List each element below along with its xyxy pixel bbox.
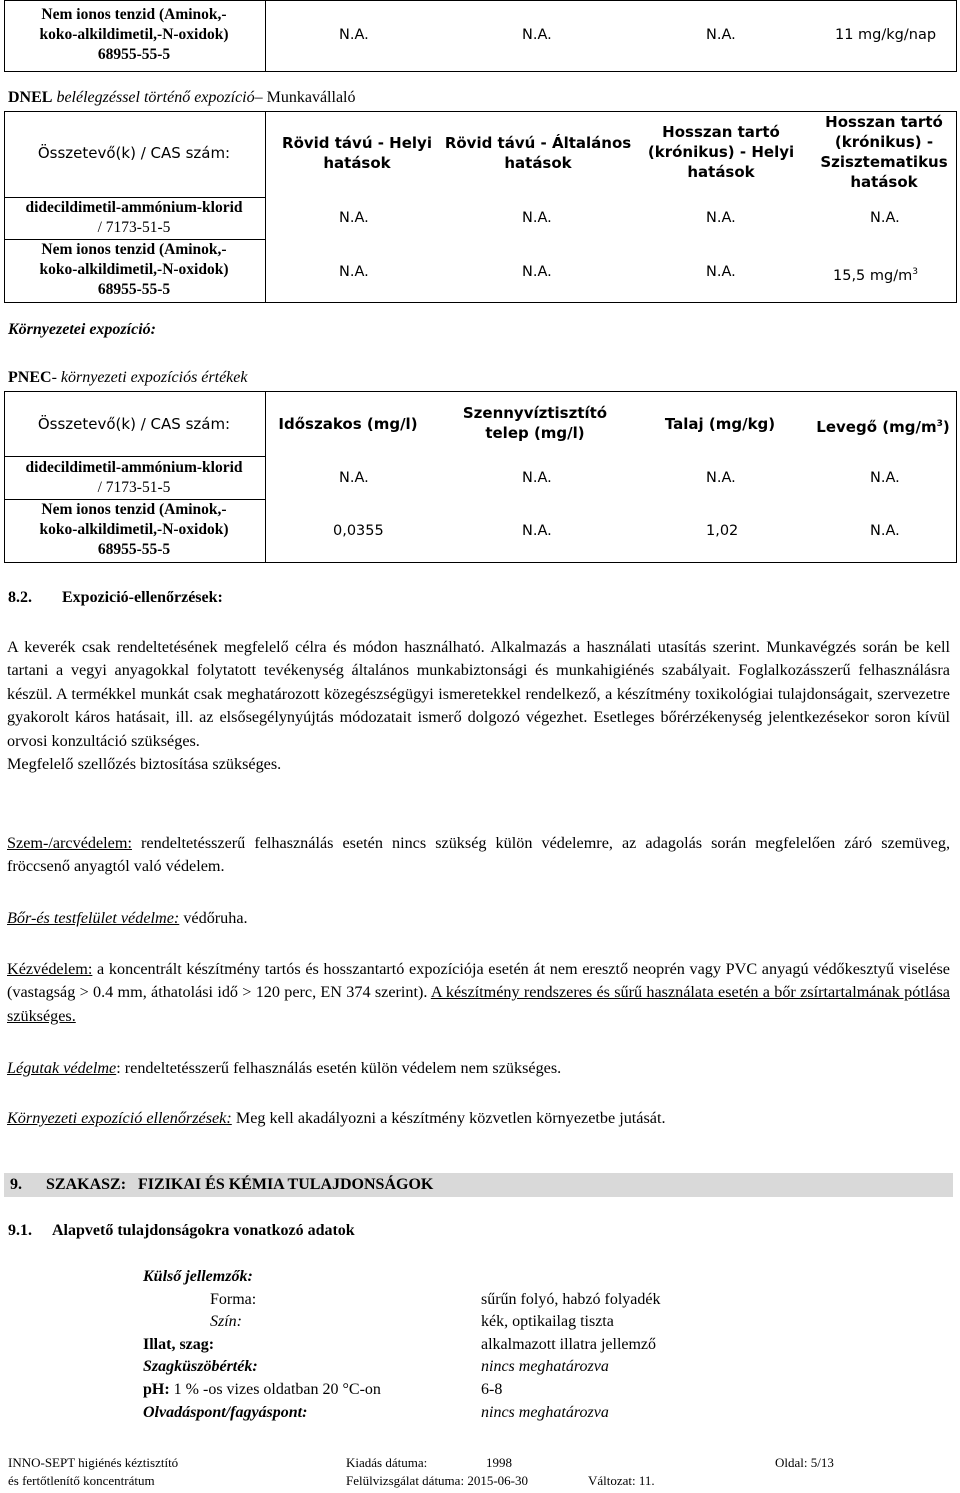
pnec-table-divider bbox=[265, 391, 266, 563]
dnel-title: DNEL belélegzéssel történő expozíció– Munkavállaló bbox=[8, 89, 356, 106]
dnel-header-col4: Hosszan tartó (krónikus) - Szisztematikus hatások bbox=[820, 113, 948, 191]
env-exposure-label: Környezetei expozíció: bbox=[8, 321, 156, 338]
footer-issue-label: Kiadás dátuma: bbox=[346, 1455, 428, 1470]
olv-label: Olvadáspont/fagyáspont: bbox=[143, 1404, 308, 1421]
pnec-header-col1: Időszakos (mg/l) bbox=[278, 415, 418, 433]
szag-label: Szagküszöbérték: bbox=[143, 1358, 258, 1375]
dnel-row1-v1: N.A. bbox=[339, 210, 369, 226]
pnec-row1-v1: N.A. bbox=[339, 470, 369, 486]
top-value-1: N.A. bbox=[339, 27, 369, 43]
pnec-header-col2: Szennyvíztisztító telep (mg/l) bbox=[462, 404, 608, 442]
footer-review: Felülvizsgálat dátuma: 2015-06-30 bbox=[346, 1473, 528, 1488]
pnec-row1-v3: N.A. bbox=[706, 470, 736, 486]
section-9-heading: 9. SZAKASZ: FIZIKAI ÉS KÉMIA TULAJDONSÁGOK bbox=[4, 1173, 953, 1197]
eye-protection: Szem-/arcvédelem: rendeltetésszerű felhasználás esetén nincs szükség külön védelemre, az adagolás során megfelelően záró szemüveg, fröccsenő anyagtól való védelem. bbox=[7, 834, 950, 876]
hand-protection: Kézvédelem: a koncentrált készítmény tartós és hosszantartó expozíciója esetén át nem eresztő neoprén vagy PVC anyagú védőkesztyű viselése (vastagság > 0.4 mm, áthatolási idő > 120 perc, EN 374 szerint). A készítmény rendszeres és sűrű használata esetén a bőr zsírtartalmának pótlása szükséges. bbox=[7, 960, 950, 1025]
pnec-header-substance: Összetevő(k) / CAS szám: bbox=[37, 415, 231, 433]
dnel-header-col3: Hosszan tartó (krónikus) - Helyi hatások bbox=[647, 123, 795, 181]
section-8-2-heading: 8.2. Expozició-ellenőrzések: bbox=[8, 589, 223, 606]
forma-value: sűrűn folyó, habzó folyadék bbox=[481, 1291, 661, 1308]
top-value-4: 11 mg/kg/nap bbox=[835, 27, 937, 43]
dnel-row2-v3: N.A. bbox=[706, 264, 736, 280]
pnec-header-col3: Talaj (mg/kg) bbox=[664, 415, 776, 433]
respiratory-protection: Légutak védelme: rendeltetésszerű felhasználás esetén külön védelem nem szükséges. bbox=[7, 1059, 562, 1077]
footer-issue-value: 1998 bbox=[486, 1455, 512, 1470]
dnel-row1-v4: N.A. bbox=[870, 210, 900, 226]
forma-label: Forma: bbox=[210, 1291, 257, 1308]
dnel-table-divider bbox=[265, 111, 266, 303]
footer-product: INNO-SEPT higiénés kéztisztító és fertőtlenítő koncentrátum bbox=[8, 1455, 179, 1488]
dnel-header-col1: Rövid távú - Helyi hatások bbox=[282, 134, 432, 172]
pnec-row1-substance: didecildimetil-ammónium-klorid / 7173-51-5 bbox=[25, 459, 243, 496]
pnec-header-col4: Levegő $(mg/m^3)$ bbox=[816, 418, 950, 436]
pnec-row2-substance: Nem ionos tenzid (Aminok,- koko-alkildimetil,-N-oxidok) 68955-55-5 bbox=[39, 501, 229, 558]
dnel-row1-v3: N.A. bbox=[706, 210, 736, 226]
pnec-title: PNEC- környezeti expozíciós értékek bbox=[8, 369, 248, 386]
szin-label: Szín: bbox=[210, 1313, 242, 1330]
top-value-3: N.A. bbox=[706, 27, 736, 43]
illat-value: alkalmazott illatra jellemző bbox=[481, 1336, 657, 1353]
skin-protection: Bőr-és testfelület védelme: védőruha. bbox=[7, 909, 248, 927]
pnec-row1-v4: N.A. bbox=[870, 470, 900, 486]
olv-value: nincs meghatározva bbox=[481, 1404, 609, 1421]
dnel-header-substance: Összetevő(k) / CAS szám: bbox=[37, 144, 231, 162]
footer-version: Változat: 11. bbox=[588, 1473, 655, 1488]
dnel-row1-v2: N.A. bbox=[522, 210, 552, 226]
top-table-divider bbox=[265, 0, 266, 72]
top-value-2: N.A. bbox=[522, 27, 552, 43]
illat-label: Illat, szag: bbox=[143, 1336, 215, 1353]
pnec-row2-v4: N.A. bbox=[870, 523, 900, 539]
dnel-header-col2: Rövid távú - Általános hatások bbox=[444, 134, 632, 172]
pnec-row2-v1: 0,0355 bbox=[333, 523, 384, 539]
section-8-2-paragraph: A keverék csak rendeltetésének megfelelő célra és módon használható. Alkalmazás a használati utasítás szerint. Munkavégzés során be kell tartani a vegyi anyagokkal folytatott tevékenység általános munkabiztonsági és munkahigiénés szabályait. Foglalkozásszerű felhasználásra készül. A termékkel munkát csak meghatározott közegészségügyi ismeretekkel rendelkező, a készítmény toxikológiai tulajdonságait, szervezetre gyakorolt káros hatásait, ill. az elsősegélynyújtás módozatait ismerő dolgozó végezhet. Esetleges bőrérzékenység jelentkezésekor soron kívül orvosi konzultáció szükséges. Megfelelő szellőzés biztosítása szükséges. bbox=[7, 638, 950, 774]
footer-page: Oldal: 5/13 bbox=[775, 1455, 834, 1470]
ph-label: pH: 1 % -os vizes oldatban 20 °C-on bbox=[143, 1381, 381, 1398]
props-heading: Külső jellemzők: bbox=[143, 1268, 253, 1285]
pnec-header-rule bbox=[4, 456, 265, 457]
dnel-row2-v4: 15,5 $mg/m^3$ bbox=[833, 267, 918, 284]
dnel-row1-substance: didecildimetil-ammónium-klorid / 7173-51-5 bbox=[25, 199, 243, 236]
szin-value: kék, optikailag tiszta bbox=[481, 1313, 614, 1330]
dnel-row2-v1: N.A. bbox=[339, 264, 369, 280]
section-9-1-heading: 9.1. Alapvető tulajdonságokra vonatkozó adatok bbox=[8, 1222, 355, 1239]
pnec-row2-v2: N.A. bbox=[522, 523, 552, 539]
ph-value: 6-8 bbox=[481, 1381, 503, 1398]
dnel-row2-substance: Nem ionos tenzid (Aminok,- koko-alkildimetil,-N-oxidok) 68955-55-5 bbox=[39, 241, 229, 298]
pnec-row1-v2: N.A. bbox=[522, 470, 552, 486]
env-exposure-control: Környezeti expozíció ellenőrzések: Meg kell akadályozni a készítmény közvetlen környezetbe jutását. bbox=[7, 1109, 666, 1127]
szag-value: nincs meghatározva bbox=[481, 1358, 609, 1375]
pnec-row2-v3: 1,02 bbox=[706, 523, 739, 539]
top-table-substance-name: Nem ionos tenzid (Aminok,- koko-alkildimetil,-N-oxidok) 68955-55-5 bbox=[39, 6, 229, 63]
dnel-row2-v2: N.A. bbox=[522, 264, 552, 280]
